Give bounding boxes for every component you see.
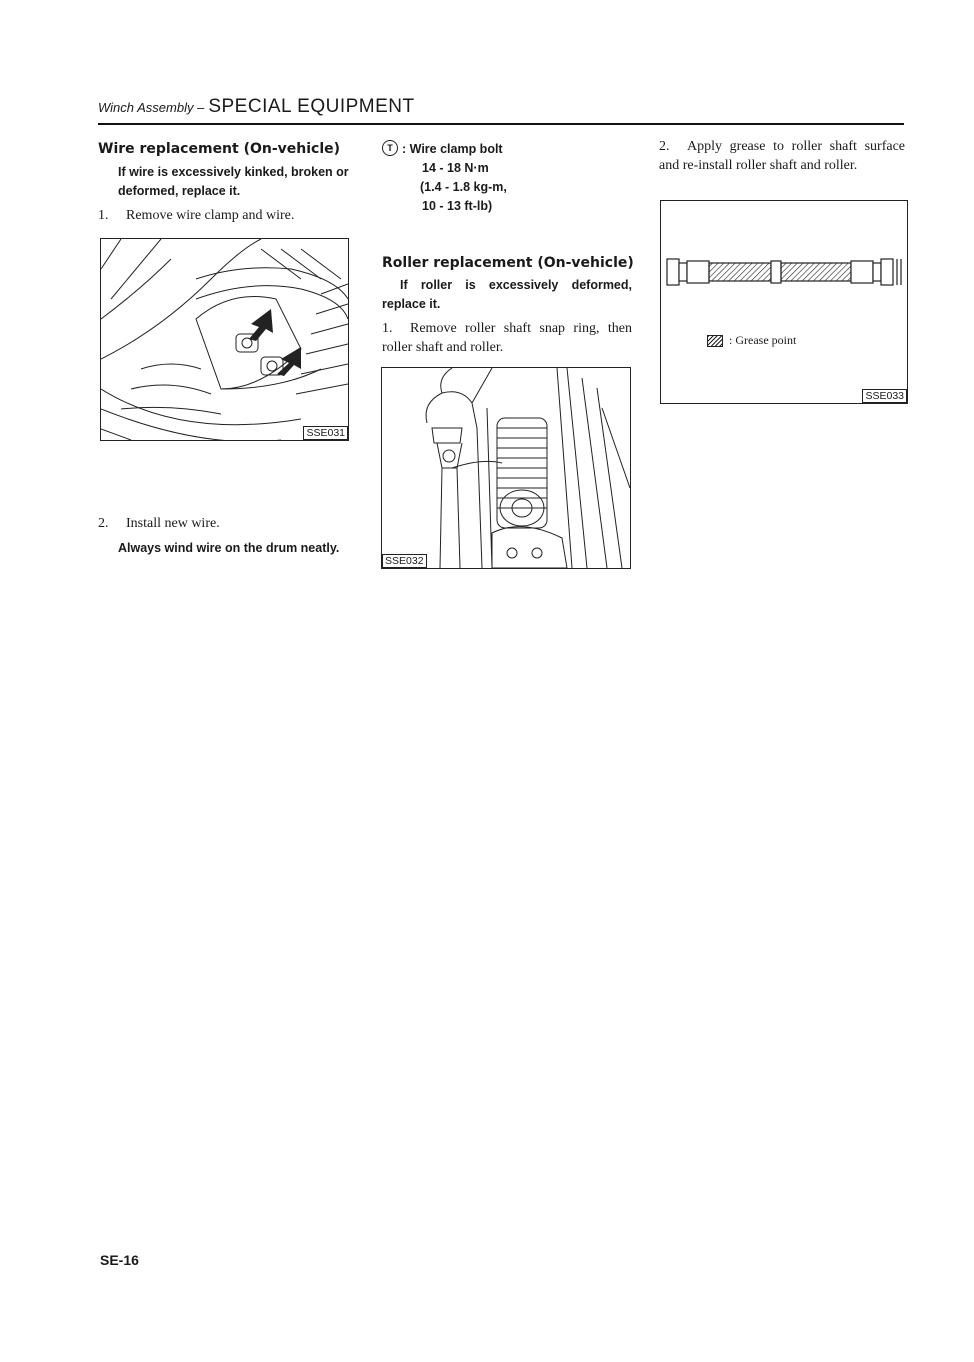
torque-symbol-icon: T <box>382 140 398 156</box>
wire-step-1 <box>98 206 350 225</box>
page-header <box>98 96 904 120</box>
wire-step-2-number: 2. <box>98 516 109 531</box>
page-number: SE-16 <box>100 1252 139 1268</box>
roller-step-1 <box>382 319 632 357</box>
column-wire-replacement <box>98 141 350 225</box>
wire-step-2 <box>98 514 350 533</box>
header-section-italic: Winch Assembly – <box>98 100 205 115</box>
figure-sse031-label: SSE031 <box>303 426 348 440</box>
wire-replacement-note: If wire is excessively kinked, broken or deformed, replace it. <box>118 165 349 198</box>
torque-spec <box>382 140 632 216</box>
figure-sse032-label: SSE032 <box>382 554 427 568</box>
roller-replacement-note: If roller is excessively deformed, replace it. <box>382 278 632 311</box>
column-wire-step-2 <box>98 514 350 558</box>
figure-sse031 <box>100 238 349 441</box>
grease-legend-text: : Grease point <box>729 333 797 347</box>
grease-legend <box>707 333 796 348</box>
torque-label: : Wire clamp bolt <box>402 142 503 156</box>
wire-step-1-text: Remove wire clamp and wire. <box>126 208 295 223</box>
roller-removal-illustration <box>382 368 630 568</box>
wire-step-2-text: Install new wire. <box>126 516 220 531</box>
column-grease-step <box>659 137 905 175</box>
header-rule <box>98 123 904 125</box>
roller-shaft-illustration <box>661 201 907 403</box>
figure-sse033 <box>660 200 908 404</box>
roller-replacement-heading: Roller replacement (On-vehicle) <box>382 255 634 271</box>
grease-step-2-number: 2. <box>659 139 670 154</box>
wire-step-1-number: 1. <box>98 208 109 223</box>
column-roller-replacement <box>382 255 632 357</box>
roller-step-1-text: Remove roller shaft snap ring, then roller shaft and roller. <box>382 321 632 355</box>
figure-sse033-label: SSE033 <box>862 389 907 403</box>
torque-ftlb: 10 - 13 ft-lb) <box>422 199 493 213</box>
torque-nm: 14 - 18 N·m <box>422 161 489 175</box>
figure-sse032 <box>381 367 631 569</box>
header-section-title: SPECIAL EQUIPMENT <box>208 96 415 117</box>
torque-kgm: (1.4 - 1.8 kg-m, <box>420 180 507 194</box>
grease-step-2 <box>659 137 905 175</box>
winch-drum-illustration <box>101 239 348 440</box>
grease-hatch-icon <box>707 335 723 347</box>
wire-wind-note: Always wind wire on the drum neatly. <box>118 541 340 555</box>
wire-replacement-heading: Wire replacement (On-vehicle) <box>98 141 341 157</box>
roller-step-1-number: 1. <box>382 321 393 336</box>
grease-step-2-text: Apply grease to roller shaft surface and re-install roller shaft and roller. <box>659 139 905 173</box>
